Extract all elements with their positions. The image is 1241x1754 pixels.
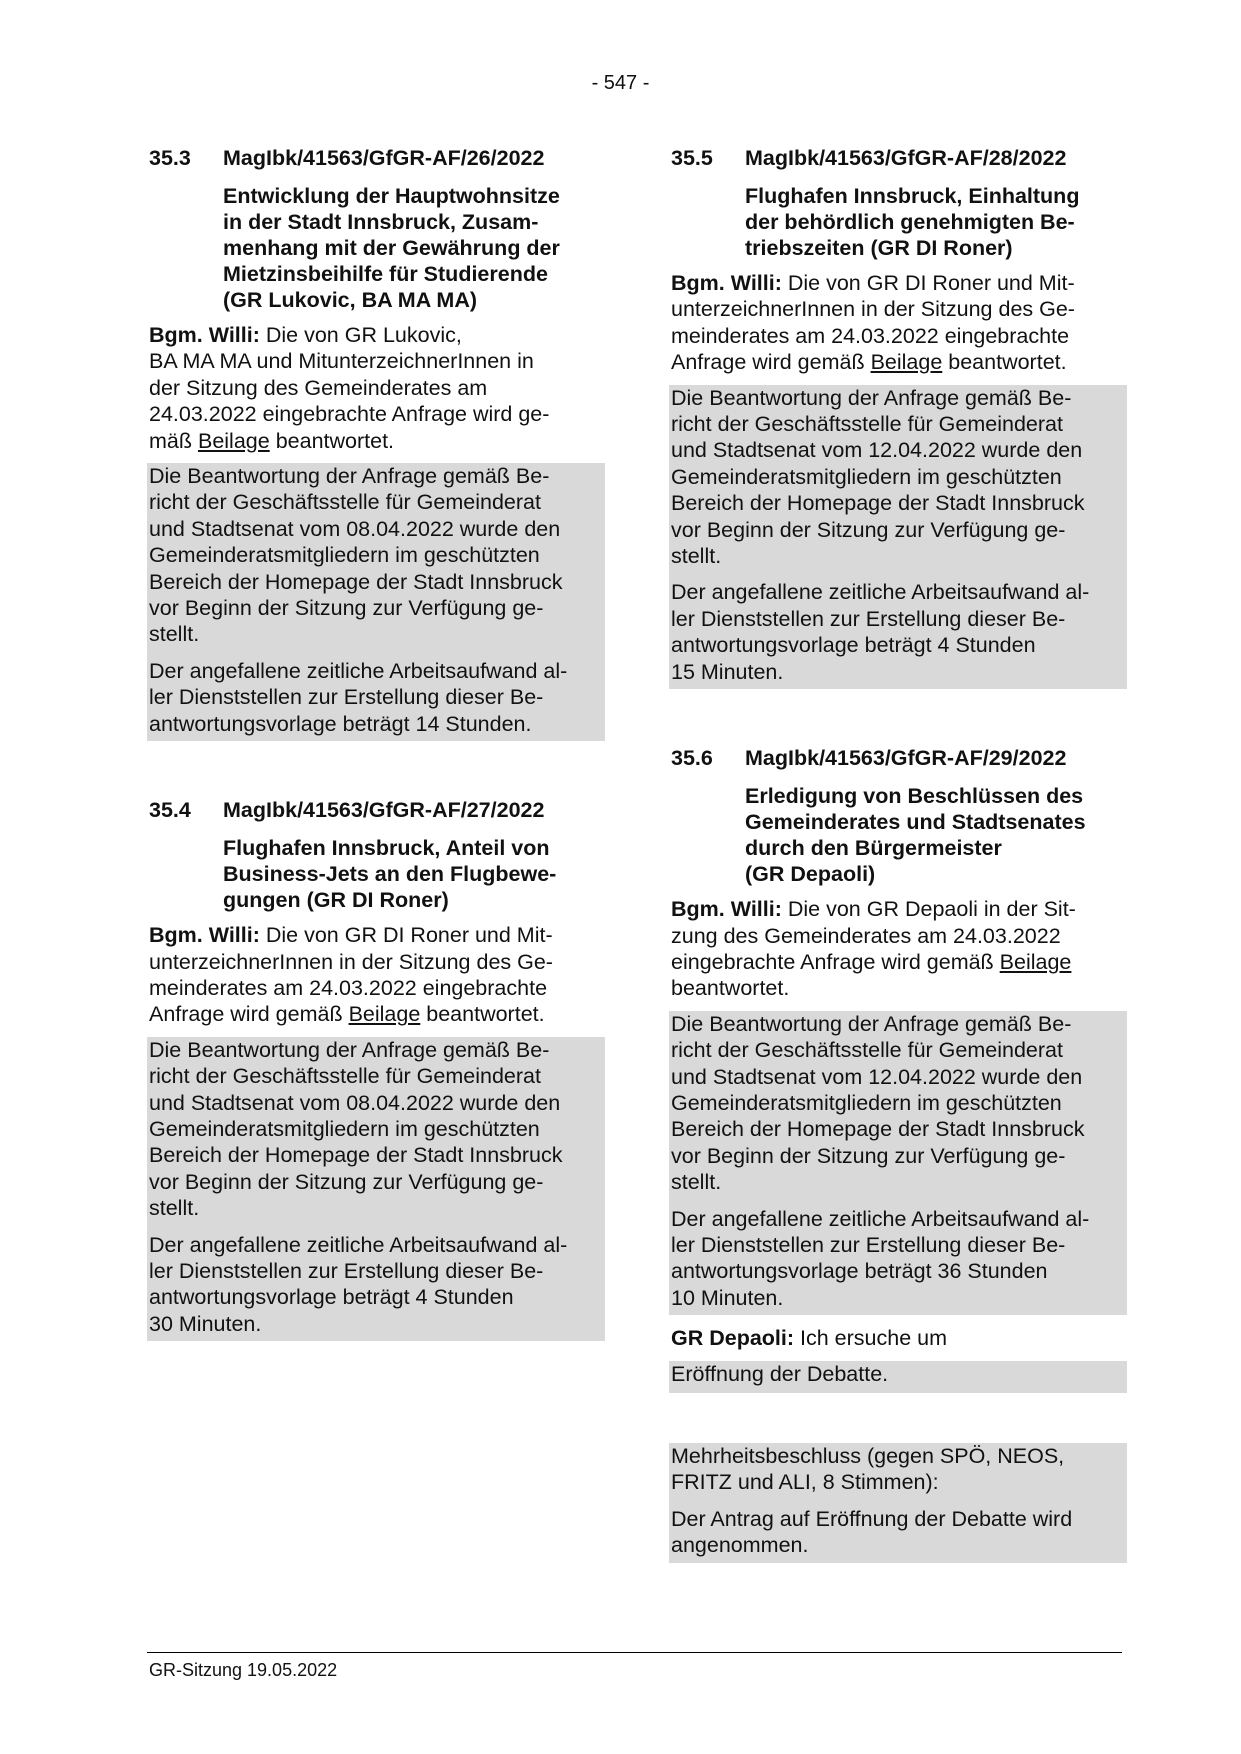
section-35-6	[669, 745, 1127, 1563]
request-text: Ich ersuche um	[794, 1326, 948, 1351]
effort-paragraph: Der angefallene zeitliche Arbeitsaufwand al- ler Dienststellen zur Erstellung dieser Be- antwortungsvorlage beträgt 4 Stunden 30 Minuten.	[149, 1232, 568, 1336]
info-paragraph: Die Beantwortung der Anfrage gemäß Be- richt der Geschäftsstelle für Gemeinderat und Stadtsenat vom 08.04.2022 wurde den Gemeinderatsmitgliedern im geschützten Bereich der Homepage der Stadt Innsbruck vor Beginn der Sitzung zur Verfügung ge- stellt.	[149, 464, 563, 647]
section-heading	[669, 745, 1127, 771]
answer-paragraph	[147, 922, 605, 1028]
gray-info-block	[147, 1037, 605, 1341]
answer-text: Die von GR Depaoli in der Sit- zung des Gemeinderates am 24.03.2022 eingebrachte Anfrage wird gemäß	[671, 897, 1076, 974]
answer-paragraph	[669, 270, 1127, 376]
answer-text: Die von GR DI Roner und Mit- unterzeichnerInnen in der Sitzung des Ge- meinderates am 24.03.2022 eingebrachte Anfrage wird gemäß	[671, 271, 1075, 375]
section-number: 35.6	[671, 746, 713, 771]
info-paragraph: Die Beantwortung der Anfrage gemäß Be- richt der Geschäftsstelle für Gemeinderat und Stadtsenat vom 12.04.2022 wurde den Gemeinderatsmitgliedern im geschützten Bereich der Homepage der Stadt Innsbruck vor Beginn der Sitzung zur Verfügung ge- stellt.	[671, 1011, 1085, 1195]
effort-paragraph: Der angefallene zeitliche Arbeitsaufwand al- ler Dienststellen zur Erstellung dieser Be- antwortungsvorlage beträgt 36 Stunden 10 Minuten.	[671, 1206, 1090, 1310]
section-title: Entwicklung der Hauptwohnsitze in der Stadt Innsbruck, Zusam- menhang mit der Gewährung der Mietzinsbeihilfe für Studierende (GR Lukovic, BA MA MA)	[223, 184, 560, 312]
left-column	[147, 145, 605, 1389]
gray-info-block	[147, 463, 605, 741]
answer-text-end: beantwortet.	[269, 428, 395, 453]
page-number: - 547 -	[591, 72, 650, 94]
answer-text: Die von GR DI Roner und Mit- unterzeichnerInnen in der Sitzung des Ge- meinderates am 24.03.2022 eingebrachte Anfrage wird gemäß	[149, 923, 553, 1027]
section-number: 35.5	[671, 146, 713, 170]
effort-paragraph: Der angefallene zeitliche Arbeitsaufwand al- ler Dienststellen zur Erstellung dieser Be- antwortungsvorlage beträgt 4 Stunden 15 Minuten.	[671, 580, 1090, 684]
right-column	[669, 145, 1127, 1611]
answer-text-end: beantwortet.	[942, 350, 1067, 375]
beilage-link[interactable]: Beilage	[999, 949, 1072, 974]
speaker-label: Bgm. Willi:	[149, 323, 260, 347]
beilage-link[interactable]: Beilage	[197, 428, 270, 453]
section-number: 35.4	[149, 798, 191, 823]
beilage-link[interactable]: Beilage	[870, 350, 943, 375]
answer-text-end: beantwortet.	[420, 1002, 545, 1027]
request-paragraph	[669, 1325, 1127, 1351]
decision-block	[669, 1443, 1127, 1563]
section-35-4	[147, 797, 605, 1341]
footer-divider	[147, 1652, 1122, 1653]
gray-info-block	[669, 1011, 1127, 1315]
section-title: Erledigung von Beschlüssen des Gemeinderates und Stadtsenates durch den Bürgermeister (GR Depaoli)	[745, 784, 1086, 887]
section-title: Flughafen Innsbruck, Anteil von Business-Jets an den Flugbewe- gungen (GR DI Roner)	[223, 836, 557, 913]
info-paragraph: Die Beantwortung der Anfrage gemäß Be- richt der Geschäftsstelle für Gemeinderat und Stadtsenat vom 08.04.2022 wurde den Gemeinderatsmitgliedern im geschützten Bereich der Homepage der Stadt Innsbruck vor Beginn der Sitzung zur Verfügung ge- stellt.	[149, 1037, 563, 1221]
section-heading	[669, 145, 1127, 171]
result-paragraph: Der Antrag auf Eröffnung der Debatte wird angenommen.	[671, 1506, 1073, 1558]
section-reference: MagIbk/41563/GfGR-AF/29/2022	[745, 746, 1067, 771]
speaker-label: GR Depaoli:	[671, 1326, 795, 1351]
beilage-link[interactable]: Beilage	[348, 1002, 421, 1027]
request-gray-line: Eröffnung der Debatte.	[669, 1361, 1127, 1393]
section-35-5	[669, 145, 1127, 689]
answer-paragraph	[669, 896, 1127, 1002]
answer-text-end: beantwortet.	[671, 976, 790, 1001]
speaker-label: Bgm. Willi:	[671, 271, 782, 295]
speaker-label: Bgm. Willi:	[671, 897, 782, 922]
section-reference: MagIbk/41563/GfGR-AF/27/2022	[223, 798, 545, 823]
speaker-label: Bgm. Willi:	[149, 923, 260, 948]
section-reference: MagIbk/41563/GfGR-AF/26/2022	[223, 146, 545, 170]
section-number: 35.3	[149, 146, 191, 170]
effort-paragraph: Der angefallene zeitliche Arbeitsaufwand al- ler Dienststellen zur Erstellung dieser Be- antwortungsvorlage beträgt 14 Stunden.	[149, 658, 568, 736]
section-reference: MagIbk/41563/GfGR-AF/28/2022	[745, 146, 1067, 170]
section-heading	[147, 145, 605, 171]
decision-paragraph: Mehrheitsbeschluss (gegen SPÖ, NEOS, FRITZ und ALI, 8 Stimmen):	[671, 1444, 1065, 1495]
info-paragraph: Die Beantwortung der Anfrage gemäß Be- richt der Geschäftsstelle für Gemeinderat und Stadtsenat vom 12.04.2022 wurde den Gemeinderatsmitgliedern im geschützten Bereich der Homepage der Stadt Innsbruck vor Beginn der Sitzung zur Verfügung ge- stellt.	[671, 385, 1085, 569]
answer-text: Die von GR Lukovic, BA MA MA und MitunterzeichnerInnen in der Sitzung des Gemeinderates am 24.03.2022 eingebrachte Anfrage wird ge- mäß	[149, 323, 550, 453]
section-35-3	[147, 145, 605, 741]
section-title: Flughafen Innsbruck, Einhaltung der behördlich genehmigten Be- triebszeiten (GR DI Roner)	[745, 184, 1080, 260]
gray-info-block	[669, 385, 1127, 689]
footer-text: GR-Sitzung 19.05.2022	[149, 1660, 338, 1680]
section-heading	[147, 797, 605, 823]
answer-paragraph	[147, 322, 605, 454]
